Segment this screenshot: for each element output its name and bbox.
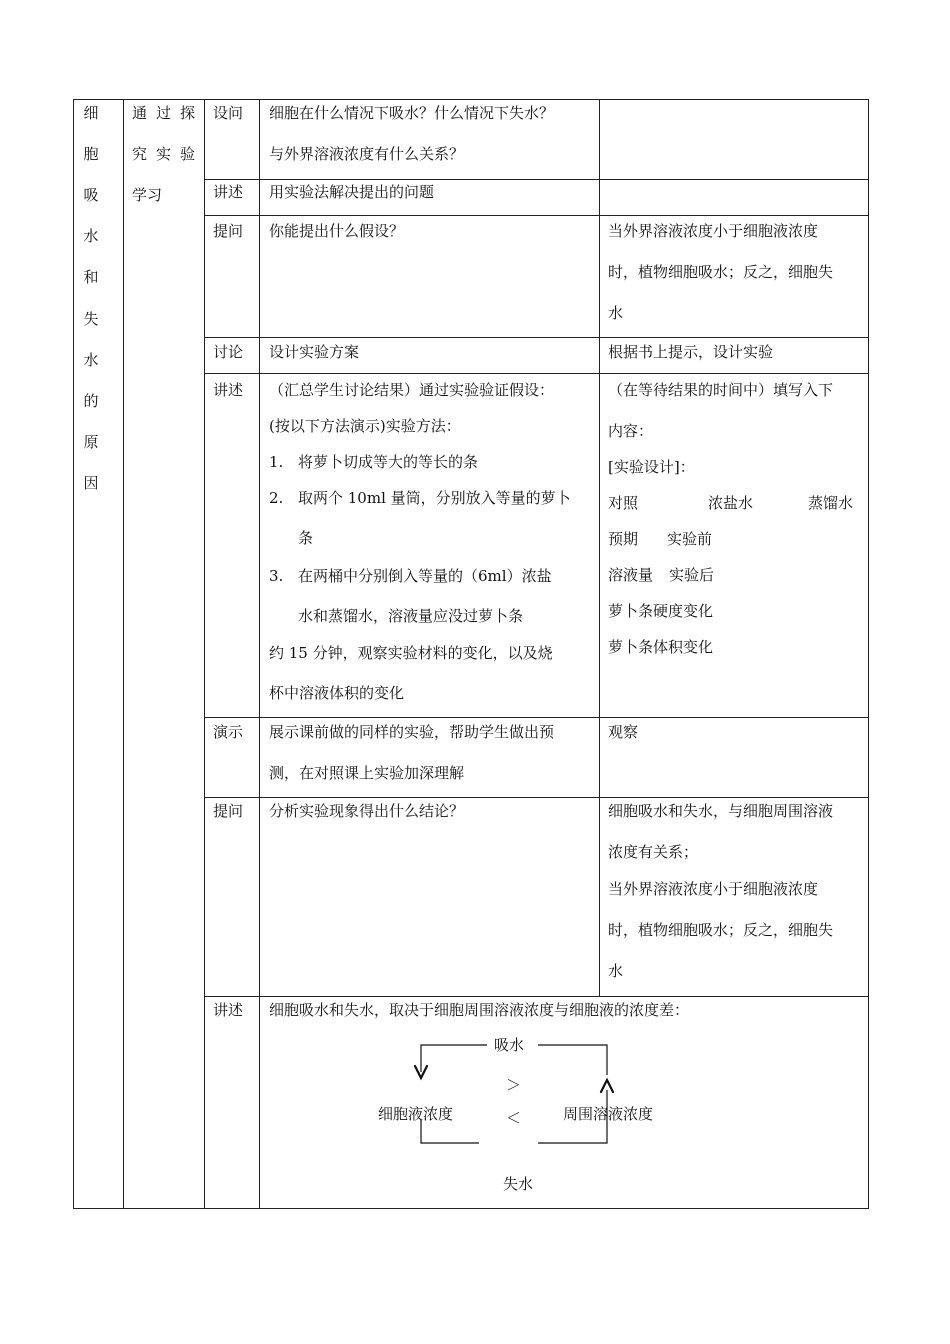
method-char: 学习 [132, 186, 163, 204]
teacher-text: （汇总学生讨论结果）通过实验验证假设： [269, 381, 555, 399]
student-text: 当外界溶液浓度小于细胞液浓度 [608, 222, 819, 240]
method-char: 过 [156, 104, 172, 122]
teacher-text: 杯中溶液体积的变化 [269, 684, 405, 702]
student-text: 根据书上提示，设计实验 [608, 343, 774, 361]
student-text: 当外界溶液浓度小于细胞液浓度 [608, 880, 819, 898]
topic-char: 和 [83, 268, 99, 286]
design-cell: 浓盐水 [708, 494, 754, 512]
diagram-label-cell-sap: 细胞液浓度 [378, 1105, 454, 1123]
topic-char: 细 [83, 104, 99, 122]
teacher-text: 设计实验方案 [269, 343, 360, 361]
teacher-text: 用实验法解决提出的问题 [269, 183, 435, 201]
diagram-greater-sign: ＞ [506, 1076, 522, 1094]
design-cell: 实验后 [669, 566, 715, 584]
student-text: 水 [608, 962, 624, 980]
diagram-label-absorb: 吸水 [494, 1036, 525, 1054]
teacher-text: (按以下方法演示)实验方法： [269, 417, 461, 435]
method-char: 通 [132, 104, 148, 122]
row-type-label: 讨论 [213, 343, 244, 361]
method-char: 实 [156, 145, 172, 163]
design-cell: 溶液量 [608, 566, 654, 584]
student-text: 细胞吸水和失水，与细胞周围溶液 [608, 802, 834, 820]
method-char: 探 [180, 104, 196, 122]
teacher-text: 与外界溶液浓度有什么关系？ [269, 145, 465, 163]
teacher-text: 约 15 分钟，观察实验材料的变化，以及烧 [269, 644, 553, 662]
student-text: （在等待结果的时间中）填写入下 [608, 381, 834, 399]
diagram-less-sign: ＜ [506, 1109, 522, 1127]
diagram-connector-top-left [421, 1045, 487, 1072]
step-number: 2. [269, 489, 284, 507]
diagram-label-surrounding: 周围溶液浓度 [563, 1105, 654, 1123]
method-char: 验 [180, 145, 196, 163]
student-text: 水 [608, 304, 624, 322]
row-type-label: 讲述 [213, 1001, 244, 1019]
student-text: 时，植物细胞吸水；反之，细胞失 [608, 263, 834, 281]
row-type-label: 讲述 [213, 183, 244, 201]
topic-char: 吸 [83, 186, 99, 204]
diagram-connector-top-right [538, 1045, 607, 1075]
step-number: 1. [269, 453, 284, 471]
teacher-text: 展示课前做的同样的实验，帮助学生做出预 [269, 723, 555, 741]
design-cell: 萝卜条体积变化 [608, 638, 714, 656]
student-text: 内容： [608, 422, 654, 440]
topic-char: 水 [83, 227, 99, 245]
step-text: 将萝卜切成等大的等长的条 [298, 453, 479, 471]
row-type-label: 提问 [213, 222, 244, 240]
step-number: 3. [269, 567, 284, 585]
student-text: 时，植物细胞吸水；反之，细胞失 [608, 921, 834, 939]
design-cell: 萝卜条硬度变化 [608, 602, 714, 620]
topic-char: 水 [83, 351, 99, 369]
diagram-label-lose: 失水 [503, 1175, 534, 1193]
student-text: [实验设计]： [608, 458, 695, 476]
step-text: 条 [298, 529, 314, 547]
topic-char: 的 [83, 392, 99, 410]
row-type-label: 设问 [213, 104, 244, 122]
student-text: 观察 [608, 723, 639, 741]
method-char: 究 [132, 145, 148, 163]
design-cell: 对照 [608, 494, 639, 512]
row-type-label: 提问 [213, 802, 244, 820]
teacher-text: 你能提出什么假设？ [269, 222, 405, 240]
topic-char: 胞 [83, 145, 99, 163]
topic-char: 原 [83, 433, 99, 451]
topic-char: 因 [83, 474, 99, 492]
teacher-text: 细胞吸水和失水，取决于细胞周围溶液浓度与细胞液的浓度差： [269, 1001, 690, 1019]
teacher-text: 测，在对照课上实验加深理解 [269, 764, 465, 782]
row-type-label: 讲述 [213, 381, 244, 399]
teacher-text: 细胞在什么情况下吸水？什么情况下失水？ [269, 104, 555, 122]
step-text: 在两桶中分别倒入等量的（6ml）浓盐 [298, 567, 552, 585]
teacher-text: 分析实验现象得出什么结论？ [269, 802, 465, 820]
design-cell: 实验前 [667, 530, 713, 548]
topic-char: 失 [83, 310, 99, 328]
student-text: 浓度有关系； [608, 843, 699, 861]
step-text: 水和蒸馏水，溶液量应没过萝卜条 [298, 607, 524, 625]
design-cell: 预期 [608, 530, 639, 548]
design-cell: 蒸馏水 [808, 494, 854, 512]
step-text: 取两个 10ml 量筒，分别放入等量的萝卜 [298, 489, 571, 507]
row-type-label: 演示 [213, 723, 244, 741]
